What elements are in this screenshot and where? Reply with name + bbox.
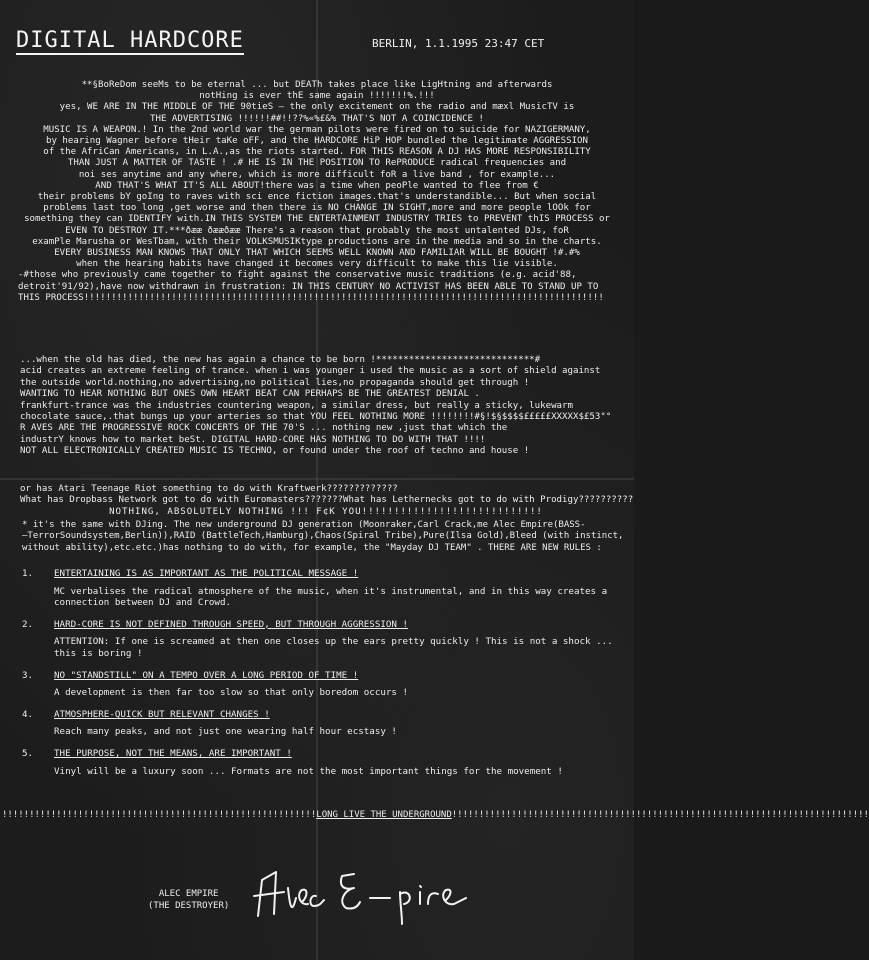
rule-number: 2. xyxy=(22,618,34,630)
manifesto-line: problems last too long ,get worse and then there is NO CHANGE IN SIGHT,more and more people lOOk for xyxy=(43,203,591,214)
text-line: or has Atari Teenage Riot something to do with Kraftwerk????????????? xyxy=(20,484,398,494)
manifesto-line: EVEN TO DESTROY IT.***ðææ ðææðææ There's a reason that probably the most untalented DJs, foR xyxy=(65,225,569,236)
rule-body: A development is then far too slow so that only boredom occurs ! xyxy=(54,687,409,699)
manifesto-line: by hearing Wagner before tHeir taKe oFF, and the HARDCORE HiP HOP bundled the legitimate AGGRESSION xyxy=(45,136,588,147)
text-line: the outside world.nothing,no advertising,no political lies,no propaganda should get through ! xyxy=(20,377,530,388)
dateline: BERLIN, 1.1.1995 23:47 CET xyxy=(372,37,545,50)
manifesto-line: of the AfriCan Americans, in L.A.,as the riots started. FOR THIS REASON A DJ HAS MORE RESPONSIBILITY xyxy=(43,147,591,158)
paper-fold-horizontal xyxy=(0,478,634,480)
rule-heading: NO "STANDSTILL" ON A TEMPO OVER A LONG PERIOD OF TIME ! xyxy=(54,669,359,681)
rule-body: ATTENTION: If one is screamed at then one closes up the ears pretty quickly ! This is not a shock ... this is boring ! xyxy=(54,636,613,659)
text-line: R AVES ARE THE PROGRESSIVE ROCK CONCERTS OF THE 70'S ... nothing new ,just that which the xyxy=(20,423,508,434)
rule-item xyxy=(22,709,622,738)
handwritten-signature xyxy=(250,858,510,928)
rule-number: 3. xyxy=(22,669,34,681)
text-line: WANTING TO HEAR NOTHING BUT ONES OWN HEART BEAT CAN PERHAPS BE THE GREATEST DENIAL . xyxy=(20,389,480,400)
underground-slogan-line xyxy=(2,810,869,820)
nothing-shout: NOTHING, ABSOLUTELY NOTHING !!! F¢K YOU!!!!!!!!!!!!!!!!!!!!!!!!!!!! xyxy=(109,506,543,517)
rule-number: 1. xyxy=(22,568,34,579)
rule-heading: HARD-CORE IS NOT DEFINED THROUGH SPEED, BUT THROUGH AGGRESSION ! xyxy=(54,618,409,630)
rule-heading: ATMOSPHERE-QUICK BUT RELEVANT CHANGES ! xyxy=(54,708,270,720)
manifesto-line: notHing is ever thE same again !!!!!!!%.!!! xyxy=(199,91,435,102)
rule-heading: ENTERTAINING IS AS IMPORTANT AS THE POLITICAL MESSAGE ! xyxy=(54,568,359,579)
rule-item xyxy=(22,568,622,609)
exclamation-run: !!!!!!!!!!!!!!!!!!!!!!!!!!!!!!!!!!!!!!!!!!!!!!!!!!!!!!!!!!!!!!!!!!!!!!!!!!!!! xyxy=(451,810,869,820)
text-line: * it's the same with DJing. The new underground DJ generation (Moonraker,Carl Crack,me Alec Empire(BASS- xyxy=(22,520,586,530)
manifesto-line: MUSIC IS A WEAPON.! In the 2nd world war the german pilots were fired on to suicide for NAZIGERMANY, xyxy=(43,124,591,135)
manifesto-section xyxy=(4,80,630,304)
manifesto-line: EVERY BUSINESS MAN KNOWS THAT ONLY THAT WHICH SEEMS WELL KNOWN AND FAMILIAR WILL BE BOUGHT !#.#% xyxy=(54,248,580,259)
manifesto-line: THIS PROCESS!!!!!!!!!!!!!!!!!!!!!!!!!!!!!!!!!!!!!!!!!!!!!!!!!!!!!!!!!!!!!!!!!!!!!!!!!!!!!!!!!!!!!!!!!!!!!!! xyxy=(18,292,604,303)
author-alias: (THE DESTROYER) xyxy=(148,901,230,911)
manifesto-line: yes, WE ARE IN THE MIDDLE OF THE 90tieS – the only excitement on the radio and mæxl MusicTV is xyxy=(59,102,575,113)
rule-number: 5. xyxy=(22,747,34,759)
manifesto-line: examPle Marusha or WesTbam, with their VOLKSMUSIKtype productions are in the media and so in the charts. xyxy=(32,236,602,247)
underground-slogan: LONG LIVE THE UNDERGROUND xyxy=(316,810,452,820)
text-line: NOT ALL ELECTRONICALLY CREATED MUSIC IS TECHNO, or found under the roof of techno and house ! xyxy=(20,446,530,457)
manifesto-line: -#those who previously came together to fight against the conservative music traditions (e.g. acid'88, xyxy=(18,270,577,281)
rule-item xyxy=(22,748,622,777)
manifesto-line: THAN JUST A MATTER OF TASTE ! .# HE IS IN THE POSITION TO RePRODUCE radical frequencies and xyxy=(67,158,567,169)
manifesto-line: AND THAT'S WHAT IT'S ALL ABOUT!there was a time when peoPle wanted to flee from € xyxy=(95,180,539,191)
text-line: What has Dropbass Network got to do with Euromasters???????What has Lethernecks got to do with Prodigy?????????? xyxy=(20,495,634,506)
rule-heading: THE PURPOSE, NOT THE MEANS, ARE IMPORTANT ! xyxy=(54,747,292,759)
manifesto-line: THE ADVERTISING !!!!!!##!!??%«%£&% THAT'S NOT A COINCIDENCE ! xyxy=(150,113,484,124)
text-line: chocolate sauce,.that bungs up your arteries so that YOU FEEL NOTHING MORE !!!!!!!!#§!$§$$$$£££££XXXXX$£53°° xyxy=(20,412,612,423)
exclamation-run: !!!!!!!!!!!!!!!!!!!!!!!!!!!!!!!!!!!!!!!!!!!!!!!!!!!!!!!!!! xyxy=(2,810,317,820)
document-title: DIGITAL HARDCORE xyxy=(16,28,244,53)
text-line: –TerrorSoundsystem,Berlin)),RAID (BattleTech,Hamburg),Chaos(Spiral Tribe),Pure(Ilsa Gold),Bleed (with instinct, xyxy=(22,531,624,542)
rule-body: Reach many peaks, and not just one wearing half hour ecstasy ! xyxy=(54,726,397,738)
comparison-section xyxy=(20,484,632,518)
rule-body: Vinyl will be a luxury soon ... Formats are not the most important things for the movement ! xyxy=(54,765,563,777)
text-line: frankfurt-trance was the industries countering weapon, a similar dress, but really a sticky, lukewarm xyxy=(20,400,573,411)
manifesto-line: **§BoReDom seeMs to be eternal ... but DEATh takes place like LigHtning and afterwards xyxy=(81,80,553,90)
rule-body: MC verbalises the radical atmosphere of the music, when it's instrumental, and in this way creates a connection between DJ and Crowd. xyxy=(54,585,608,609)
manifesto-line: something they can IDENTIFY with.IN THIS SYSTEM THE ENTERTAINMENT INDUSTRY TRIES to PREVENT thIS PROCESS or xyxy=(24,214,610,225)
trance-section xyxy=(20,355,632,458)
rules-list xyxy=(22,568,622,787)
author-name: ALEC EMPIRE xyxy=(158,889,219,899)
rule-item xyxy=(22,670,622,699)
dj-section xyxy=(22,520,628,554)
manifesto-line: detroit'91/92),have now withdrawn in frustration: IN THIS CENTURY NO ACTIVIST HAS BEEN ABLE TO STAND UP TO xyxy=(18,281,599,292)
manifesto-line: noi ses anytime and any where, which is more difficult foR a live band , for example... xyxy=(78,169,556,180)
rule-item xyxy=(22,619,622,660)
text-line: industrY knows how to market beSt. DIGITAL HARD-CORE HAS NOTHING TO DO WITH THAT !!!! xyxy=(20,434,486,445)
text-line: without ability),etc.etc.)has nothing to do with, for example, the "Mayday DJ TEAM" . THERE ARE NEW RULES : xyxy=(22,542,602,553)
text-line: acid creates an extreme feeling of trance. when i was younger i used the music as a sort of shield against xyxy=(20,366,601,377)
rule-number: 4. xyxy=(22,708,34,720)
manifesto-line: their problems bY goIng to raves with sci ence fiction images.that's understandible... But when social xyxy=(37,192,597,203)
manifesto-line: when the hearing habits have changed it becomes very difficult to make this lie visible. xyxy=(76,259,558,270)
signature-block xyxy=(148,888,229,912)
text-line: ...when the old has died, the new has again a chance to be born !*****************************# xyxy=(20,355,541,365)
